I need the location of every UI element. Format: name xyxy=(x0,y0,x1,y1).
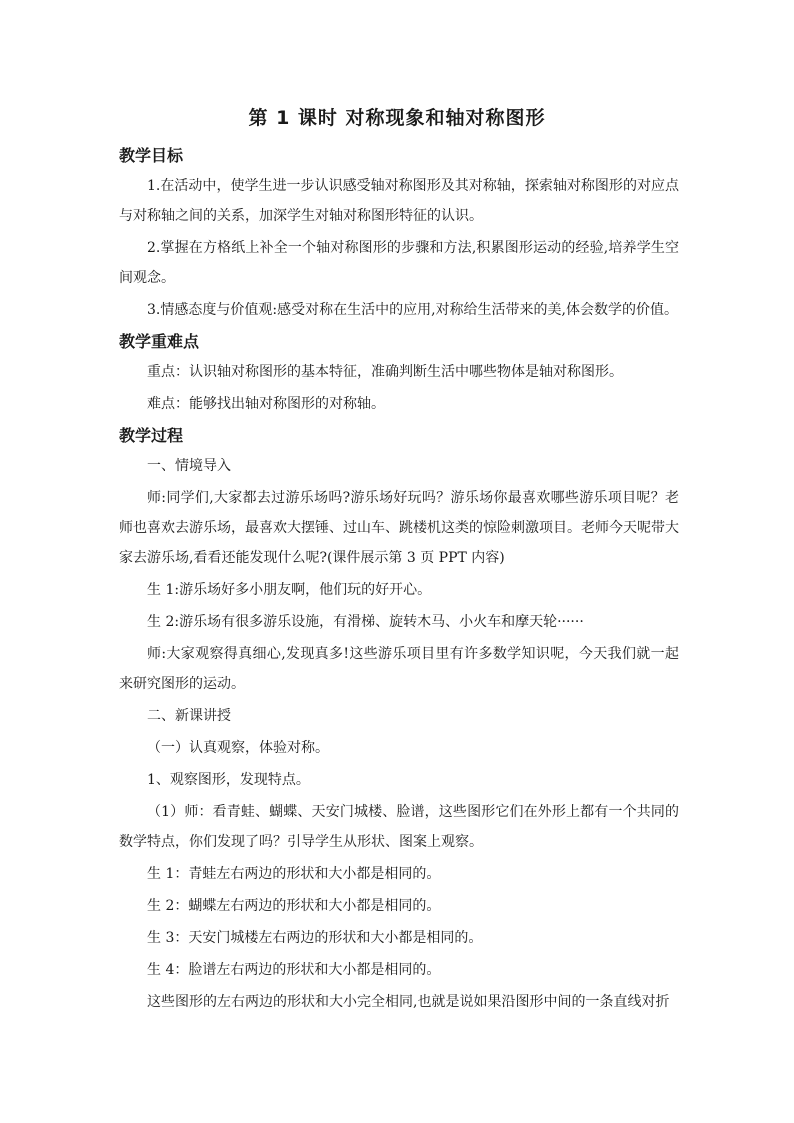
process-paragraph-1: 一、情境导入 xyxy=(147,458,231,474)
process-paragraph-11: 生 2：蝴蝶左右两边的形状和大小都是相同的。 xyxy=(147,898,441,914)
process-paragraph-10: 生 1：青蛙左右两边的形状和大小都是相同的。 xyxy=(147,866,441,882)
goal-paragraph-3: 3.情感态度与价值观:感受对称在生活中的应用,对称给生活带来的美,体会数学的价值。 xyxy=(147,302,678,318)
process-paragraph-6: 二、新课讲授 xyxy=(147,708,231,724)
goal-paragraph-1: 1.在活动中，使学生进一步认识感受轴对称图形及其对称轴，探索轴对称图形的对应点与对称轴之间的关系，加深学生对轴对称图形特征的认识。 xyxy=(119,178,679,224)
process-paragraph-5: 师:大家观察得真细心,发现真多!这些游乐项目里有许多数学知识呢，今天我们就一起来研究图形的运动。 xyxy=(119,646,679,692)
heading-teaching-process: 教学过程 xyxy=(119,426,184,445)
process-paragraph-8: 1、观察图形，发现特点。 xyxy=(147,772,310,788)
difficult-point-paragraph: 难点：能够找出轴对称图形的对称轴。 xyxy=(147,396,385,412)
heading-key-points: 教学重难点 xyxy=(119,332,200,351)
process-paragraph-9: （1）师：看青蛙、蝴蝶、天安门城楼、脸谱，这些图形它们在外形上都有一个共同的数学特点，你们发现了吗？引导学生从形状、图案上观察。 xyxy=(119,804,679,850)
heading-teaching-goals: 教学目标 xyxy=(119,146,184,165)
lesson-title: 第 1 课时 对称现象和轴对称图形 xyxy=(248,107,546,129)
process-paragraph-14: 这些图形的左右两边的形状和大小完全相同,也就是说如果沿图形中间的一条直线对折 xyxy=(147,994,670,1010)
process-paragraph-13: 生 4：脸谱左右两边的形状和大小都是相同的。 xyxy=(147,962,441,978)
process-paragraph-7: （一）认真观察，体验对称。 xyxy=(147,740,329,756)
goal-paragraph-2: 2.掌握在方格纸上补全一个轴对称图形的步骤和方法,积累图形运动的经验,培养学生空间观念。 xyxy=(119,240,679,286)
process-paragraph-4: 生 2:游乐场有很多游乐设施，有滑梯、旋转木马、小火车和摩天轮······ xyxy=(147,614,584,630)
process-paragraph-3: 生 1:游乐场好多小朋友啊，他们玩的好开心。 xyxy=(147,582,432,598)
process-paragraph-2: 师:同学们,大家都去过游乐场吗?游乐场好玩吗？游乐场你最喜欢哪些游乐项目呢？老师也喜欢去游乐场，最喜欢大摆锤、过山车、跳楼机这类的惊险刺激项目。老师今天呢带大家去游乐场,看看还能发现什么呢?(课件展示第 3 页 PPT 内容) xyxy=(119,490,679,566)
process-paragraph-12: 生 3：天安门城楼左右两边的形状和大小都是相同的。 xyxy=(147,930,483,946)
key-point-paragraph: 重点：认识轴对称图形的基本特征，准确判断生活中哪些物体是轴对称图形。 xyxy=(147,364,623,380)
